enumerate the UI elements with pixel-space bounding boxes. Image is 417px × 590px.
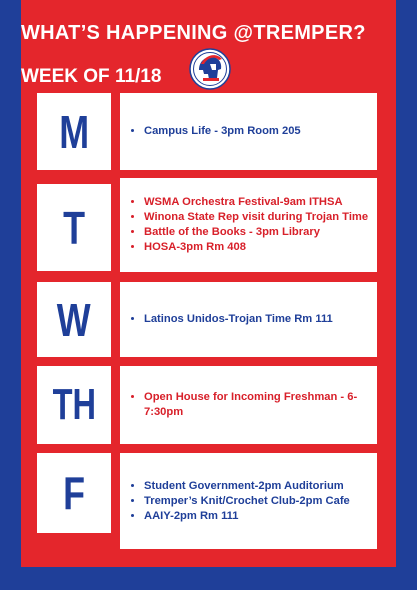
poster [21, 0, 396, 567]
event-item: • Open House for Incoming Freshman - 6-7:30pm [144, 390, 371, 420]
events-panel-wednesday [120, 282, 377, 357]
event-item: • Latinos Unidos-Trojan Time Rm 111 [144, 312, 333, 327]
event-item: • HOSA-3pm Rm 408 [144, 240, 368, 255]
event-list [130, 479, 350, 524]
week-subtitle: WEEK OF 11/18 [21, 66, 162, 87]
trojan-helmet-logo-icon [189, 48, 231, 90]
day-box-tuesday [37, 184, 111, 271]
event-item: • Campus Life - 3pm Room 205 [144, 124, 301, 139]
event-item: • Tremper’s Knit/Crochet Club-2pm Cafe [144, 494, 350, 509]
event-list [130, 312, 333, 327]
event-item: • AAIY-2pm Rm 111 [144, 509, 350, 524]
day-letter: M [59, 105, 89, 158]
event-list [130, 390, 371, 420]
day-box-thursday [37, 366, 111, 444]
event-item: • Student Government-2pm Auditorium [144, 479, 350, 494]
event-item: • Battle of the Books - 3pm Library [144, 225, 368, 240]
events-panel-monday [120, 93, 377, 170]
day-letter: TH [52, 380, 96, 429]
day-box-wednesday [37, 282, 111, 357]
events-panel-friday [120, 453, 377, 549]
event-item: • Winona State Rep visit during Trojan Time [144, 210, 368, 225]
day-letter: W [57, 293, 91, 346]
day-letter: F [63, 467, 85, 519]
event-item: • WSMA Orchestra Festival-9am ITHSA [144, 195, 368, 210]
events-panel-thursday [120, 366, 377, 444]
poster-title: WHAT’S HAPPENING @TREMPER? [21, 22, 366, 44]
day-box-friday [37, 453, 111, 533]
event-list [130, 195, 368, 255]
events-panel-tuesday [120, 178, 377, 272]
day-box-monday [37, 93, 111, 170]
day-letter: T [63, 201, 85, 254]
event-list [130, 124, 301, 139]
